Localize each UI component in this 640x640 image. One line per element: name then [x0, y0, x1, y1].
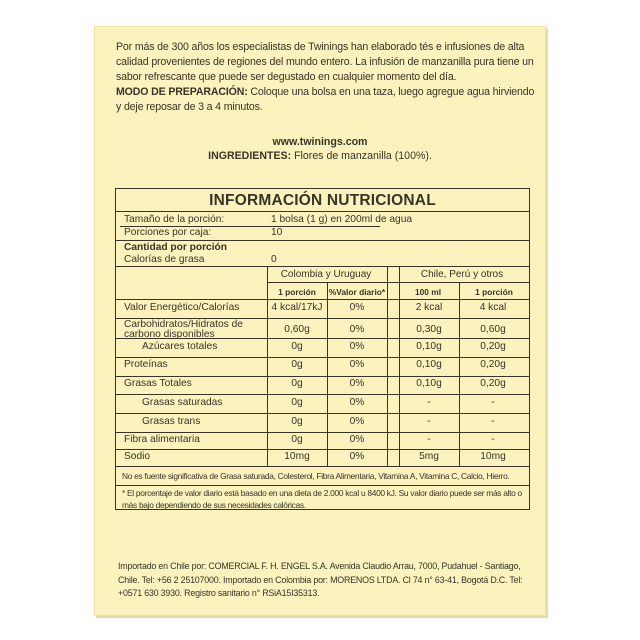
nutrient-value: -: [491, 434, 495, 445]
servings-per-box-value: 10: [271, 227, 283, 238]
nutrient-value: 0,10g: [416, 378, 442, 389]
amount-per-serving-label: Cantidad por porción: [124, 242, 228, 253]
note-daily-value: * El porcentaje de valor diario está basado en una dieta de 2.000 kcal u 8400 kJ. Su valor diario puede ser más alto o más bajo dependiendo de sus necesidades calóricas.: [122, 488, 522, 510]
nutrient-value: 0,20g: [480, 359, 506, 370]
importer-text: Importado en Chile por: COMERCIAL F. H. ENGEL S.A. Avenida Claudio Arrau, 7000, Pudahuel - Santiago, Chile. Tel: +56 2 25107000. Importado en Colombia por: MORENOS LTDA. Cl 74 n° 63-41, Bogotá D.C. Tel: +0571 630 3930. Registro sanitario n° RSiA15I35313.: [118, 561, 523, 598]
subhead-valor-diario: %Valor diario*: [328, 287, 386, 297]
nutrient-value: -: [491, 397, 495, 408]
nutrient-value: -: [427, 434, 431, 445]
nutrient-value: 0%: [349, 302, 365, 313]
nutrient-value: 0%: [349, 341, 365, 352]
nutrient-value: 0%: [349, 359, 365, 370]
nutrient-value: 0g: [291, 341, 303, 352]
fat-calories-label: Calorías de grasa: [124, 254, 205, 265]
nutrient-value: 0,60g: [480, 324, 506, 335]
group-colombia-uruguay: Colombia y Uruguay: [280, 269, 372, 280]
nutrient-value: 10mg: [284, 451, 310, 462]
row-divider: [116, 376, 529, 377]
nutrition-table: [115, 188, 530, 510]
nutrient-value: 0,60g: [284, 324, 310, 335]
ingredients-line: [0, 150, 640, 162]
row-divider: [116, 394, 529, 395]
nutrient-value: 0%: [349, 378, 365, 389]
nutrient-label: Valor Energético/Calorías: [124, 302, 240, 313]
nutrient-value: -: [491, 416, 495, 427]
nutrient-value: 5mg: [419, 451, 439, 462]
group-top-divider: [116, 266, 529, 267]
nutrient-value: 0g: [291, 359, 303, 370]
nutrient-label: Grasas saturadas: [142, 397, 223, 408]
nutrient-value: 0g: [291, 434, 303, 445]
row-divider: [116, 449, 529, 450]
row-divider: [116, 432, 529, 433]
nutrient-label: Azúcares totales: [142, 341, 218, 352]
nutrient-label: Carbohidratos/Hidratos de: [124, 319, 243, 330]
fat-calories-value: 0: [271, 254, 277, 265]
nutrient-value: 0,20g: [480, 378, 506, 389]
subhead-1-porcion-b: 1 porción: [475, 287, 513, 297]
nutrient-label: Proteínas: [124, 359, 168, 370]
col-divider-4: [399, 266, 400, 466]
group-divider: [267, 282, 529, 283]
row-divider: [116, 299, 529, 300]
note-not-significant: No es fuente significativa de Grasa saturada, Colesterol, Fibra Alimentaria, Vitamina A, Vitamina C, Calcio, Hierro.: [122, 471, 510, 481]
group-chile-peru: Chile, Perú y otros: [420, 269, 504, 280]
preparation-instructions: Coloque una bolsa en una taza, luego agregue agua hirviendo y deje reposar de 3 a 4 minutos.: [116, 86, 535, 113]
nutrient-value: 0%: [349, 451, 365, 462]
nutrient-value: 4 kcal/17kJ: [271, 302, 323, 313]
nutrient-value: 0,20g: [480, 341, 506, 352]
ingredients-value: Flores de manzanilla (100%).: [291, 150, 432, 162]
col-divider-5: [459, 283, 460, 466]
col-divider-3: [387, 266, 388, 466]
nutrient-value: 0,30g: [416, 324, 442, 335]
row-divider: [116, 357, 529, 358]
nutrient-value: -: [427, 416, 431, 427]
nutrient-label-line2: carbono disponibles: [124, 329, 215, 340]
intro-text: [116, 40, 536, 115]
subhead-1-porcion-a: 1 porción: [278, 287, 316, 297]
importer-info: [118, 560, 530, 601]
nutrient-value: -: [427, 397, 431, 408]
nutrient-value: 2 kcal: [415, 302, 443, 313]
ingredients-label: INGREDIENTES:: [208, 150, 292, 162]
servings-per-box-label: Porciones por caja:: [124, 227, 212, 238]
table-bottom-divider: [116, 466, 529, 467]
col-divider-2: [327, 283, 328, 466]
amount-divider: [116, 240, 529, 241]
note-divider: [116, 485, 529, 486]
nutrient-value: 10mg: [480, 451, 506, 462]
nutrient-value: 0%: [349, 416, 365, 427]
nutrient-value: 0g: [291, 397, 303, 408]
subhead-100ml: 100 ml: [414, 287, 442, 297]
nutrient-value: 0g: [291, 416, 303, 427]
col-divider-1: [267, 266, 268, 466]
intro-paragraph: Por más de 300 años los especialistas de Twinings han elaborado tés e infusiones de alta calidad provenientes de regiones del mundo entero. La infusión de manzanilla pura tiene un sabor refrescante que puede ser degustado en cualquier momento del día.: [116, 41, 534, 83]
nutrient-value: 0g: [291, 378, 303, 389]
nutrient-value: 0%: [349, 397, 365, 408]
nutrient-label: Grasas Totales: [124, 378, 192, 389]
nutrient-label: Sodio: [124, 451, 151, 462]
nutrient-value: 0%: [349, 434, 365, 445]
nutrient-value: 0,10g: [416, 359, 442, 370]
row-divider: [116, 413, 529, 414]
website-text: www.twinings.com: [272, 136, 368, 148]
preparation-text: [116, 85, 536, 115]
nutrient-value: 0,10g: [416, 341, 442, 352]
nutrition-title: INFORMACIÓN NUTRICIONAL: [116, 189, 529, 212]
nutrient-value: 0%: [349, 324, 365, 335]
nutrient-label: Fibra alimentaria: [124, 434, 200, 445]
serving-size-label: Tamaño de la porción:: [124, 214, 225, 225]
nutrient-label: Grasas trans: [142, 416, 201, 427]
serving-size-value: 1 bolsa (1 g) en 200ml de agua: [271, 214, 413, 225]
row-divider: [116, 338, 529, 339]
nutrient-value: 4 kcal: [479, 302, 507, 313]
preparation-label: MODO DE PREPARACIÓN:: [116, 86, 248, 98]
